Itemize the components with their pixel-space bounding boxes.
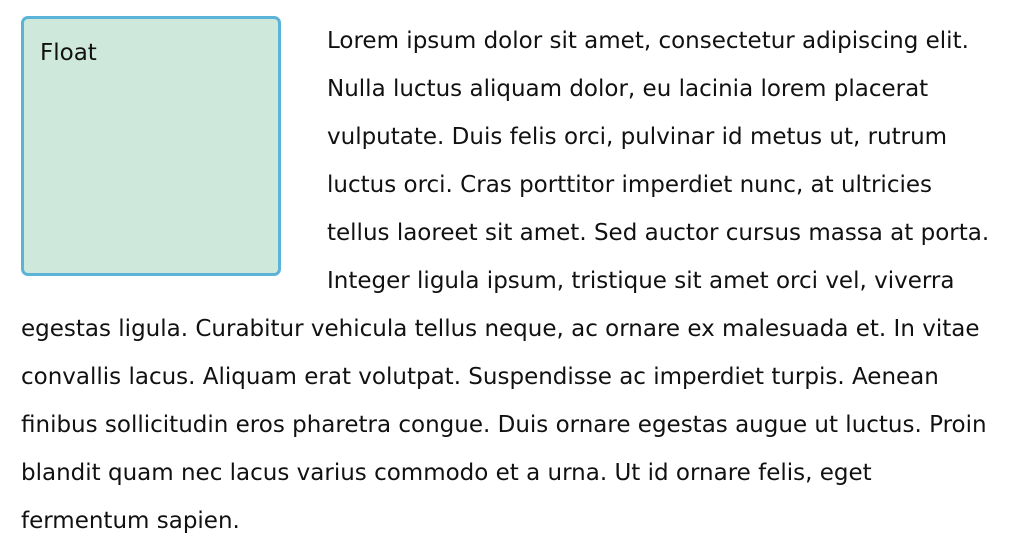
content-container	[21, 16, 996, 544]
body-paragraph: Lorem ipsum dolor sit amet, consectetur adipiscing elit. Nulla luctus aliquam dolor, eu lacinia lorem placerat vulputate. Duis felis orci, pulvinar id metus ut, rutrum luctus orci. Cras porttitor imperdiet nunc, at ultricies tellus laoreet sit amet. Sed auctor cursus massa at porta. Integer ligula ipsum, tristique sit amet orci vel, viverra egestas ligula. Curabitur vehicula tellus neque, ac ornare ex malesuada et. In vitae convallis lacus. Aliquam erat volutpat. Suspendisse ac imperdiet turpis. Aenean finibus sollicitudin eros pharetra congue. Duis ornare egestas augue ut luctus. Proin blandit quam nec lacus varius commodo et a urna. Ut id ornare felis, eget fermentum sapien.	[21, 28, 990, 534]
float-box-label: Float	[40, 40, 97, 66]
